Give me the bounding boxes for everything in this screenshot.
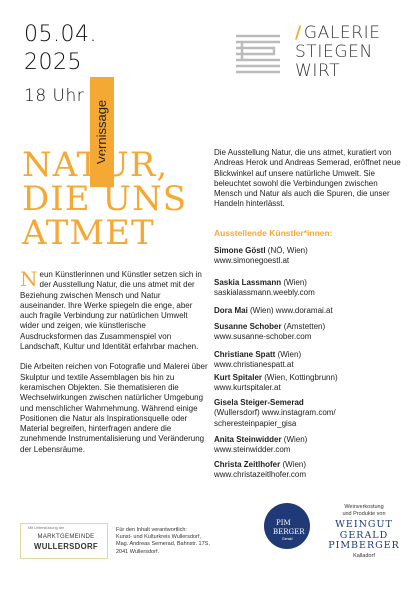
seal-text-2: BERGER: [273, 528, 305, 536]
galerie-logo-text: [295, 24, 381, 81]
artist-entry: Simone Göstl (NÖ, Wien) www.simonegoestl.at: [214, 246, 308, 266]
intro-paragraph-2: Die Arbeiten reichen von Fotografie und Malerei über Skulptur und textile Assemblagen bis hin zu keramischen Objekten. Sie thematisieren die Wechselwirkungen zwischen natürlicher Umgebung und menschlicher Wahrnehmung. Während einige Positionen die Natur als Inspirationsquelle oder Material begreifen, hinterfragen andere die zunehmende Instrumentalisierung und Veränderung der Lebensräume.: [20, 362, 208, 454]
logo-line-2: STIEGEN: [295, 42, 373, 62]
imprint: Für den Inhalt verantwortlich: Kunst- und Kulturkreis Wullersdorf, Mag. Andreas Semerad, Bahnstr. 17S, 2041 Wullersdorf.: [116, 527, 210, 555]
sponsor-name-line-1: MARKTGEMEINDE: [37, 534, 95, 540]
title-line-1: NATUR,: [22, 145, 169, 185]
artist-entry: Kurt Spitaler (Wien, Kottingbrunn) www.kurtspitaler.at: [214, 373, 338, 393]
artist-entry: Anita Steinwidder (Wien) www.steinwidder.com: [214, 435, 308, 455]
intro-paragraph-1: Neun Künstlerinnen und Künstler setzen sich in der Ausstellung Natur, die uns atmet mit der Beziehung zwischen Mensch und Natur auseinander. Ihre Werke spiegeln die enge, aber auch fragile Verbindung zur natürlichen Umwelt wider und zeigen, wie künstlerische Ausdrucksformen das Zusammenspiel von Landschaft, Kultur und Identität erfahrbar machen.: [20, 267, 202, 352]
winery-location: Kalladorf: [353, 553, 375, 559]
intro-text: [20, 267, 208, 465]
artist-entry: Dora Mai (Wien) www.doramai.at: [214, 306, 333, 315]
vernissage-tag: Vernissage: [90, 77, 114, 187]
sponsor-caption: Mit Unterstützung der: [28, 526, 65, 530]
curator-text: Die Ausstellung Natur, die uns atmet, kuratiert von Andreas Herok und Andreas Semerad, eröffnet neue Blickwinkel auf unsere natürliche Umwelt. Sie beleuchtet sowohl die Verbindungen zwischen Mensch und Natur als auch die Spuren, die unser Handeln hinterlässt.: [214, 148, 401, 209]
seal-text-3: Gerald: [282, 537, 293, 541]
artist-entry: Gisela Steiger-Semerad (Wullersdorf) www.instagram.com/ scheresteinpapier_gisa: [214, 398, 336, 428]
event-year: 2025: [24, 50, 82, 75]
galerie-logo-icon: [232, 28, 284, 80]
winery-name: WEINGUT GERALD PIMBERGER: [328, 519, 400, 551]
sponsor-name-line-2: WULLERSDORF: [34, 542, 98, 551]
logo-line-1: GALERIE: [303, 23, 381, 43]
logo-slash: /: [295, 23, 302, 43]
artist-entry: Christiane Spatt (Wien) www.christianespatt.at: [214, 350, 302, 370]
winery-caption: Weinverkostung und Produkte von: [342, 504, 386, 517]
artist-entry: Saskia Lassmann (Wien) saskialassmann.weebly.com: [214, 278, 315, 298]
artist-entry: Christa Zeitlhofer (Wien) www.christazeitlhofer.com: [214, 460, 307, 480]
title-line-2: DIE UNS: [22, 179, 188, 219]
event-time: 18 Uhr: [24, 86, 85, 106]
logo-line-3: WIRT: [295, 61, 341, 81]
artist-entry: Susanne Schober (Amstetten) www.susanne-schober.com: [214, 322, 326, 342]
event-date: 05.04.: [24, 22, 97, 47]
exhibition-title: [22, 145, 222, 253]
dropcap: N: [20, 267, 38, 291]
artists-heading: Ausstellende Künstler*innen:: [214, 228, 333, 238]
title-line-3: ATMET: [22, 213, 155, 253]
seal-text-1: PIM: [276, 519, 291, 527]
